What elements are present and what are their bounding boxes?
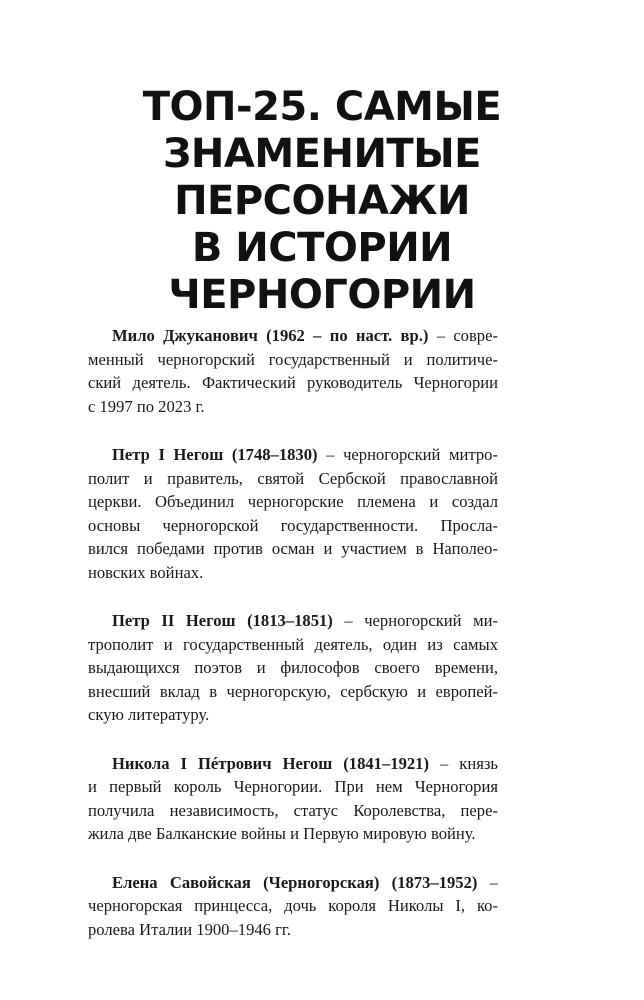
person-name: Елена Савойская (Черногорская) (1873–1952)	[112, 872, 478, 892]
page-title-line: ТОП-25. САМЫЕ	[142, 84, 502, 130]
entry-text: – черногорский митро-	[317, 445, 498, 464]
page-title	[72, 84, 572, 319]
biography-entry-petar-ii	[88, 609, 498, 727]
page-title-line: ЗНАМЕНИТЫЕ	[163, 131, 481, 177]
biography-entry-petar-i	[88, 443, 498, 584]
text-line: полит и правитель, святой Сербской православной	[88, 468, 498, 488]
text-line: жила две Балканские войны и Первую мировую войну.	[88, 824, 476, 843]
text-line: и первый король Черногории. При нем Черногория	[88, 777, 498, 796]
person-name: Никола I Пéтрович Негош (1841–1921)	[112, 753, 429, 773]
person-name: Петр II Негош (1813–1851)	[112, 611, 333, 630]
entry-text: – князь	[429, 753, 498, 773]
entry-text: – совре-	[428, 326, 498, 345]
text-line	[88, 609, 498, 633]
text-line: основы черногорской государственности. Просла-	[88, 515, 498, 535]
biography-entry-elena	[88, 871, 498, 942]
page-title-line: ПЕРСОНАЖИ	[174, 178, 470, 224]
text-line: скую литературу.	[88, 705, 210, 724]
text-line: выдающихся поэтов и философов своего времени,	[88, 658, 498, 677]
text-line: внесший вклад в черногорскую, сербскую и европей-	[88, 681, 498, 701]
biography-list	[88, 324, 498, 966]
text-line	[88, 752, 498, 776]
text-line: трополит и государственный деятель, один из самых	[88, 634, 498, 654]
text-line: ский деятель. Фактический руководитель Черногории	[88, 373, 498, 392]
text-line: получила независимость, статус Королевства, пере-	[88, 800, 498, 820]
entry-text: – черногорский ми-	[332, 611, 498, 630]
page-title-line: ЧЕРНОГОРИИ	[168, 272, 476, 318]
text-line: вился победами против осман и участием в Наполео-	[88, 539, 498, 558]
entry-text: –	[477, 872, 498, 892]
text-line	[88, 871, 498, 895]
text-line: новских войнах.	[88, 562, 204, 582]
text-line: ролева Италии 1900–1946 гг.	[88, 919, 291, 939]
biography-entry-nikola-i	[88, 752, 498, 846]
biography-entry-djukanovic	[88, 324, 498, 418]
person-name: Петр I Негош (1748–1830)	[112, 445, 318, 464]
text-line	[88, 324, 498, 348]
person-name: Мило Джуканович (1962 – по наст. вр.)	[112, 326, 429, 345]
text-line	[88, 443, 498, 467]
text-line: менный черногорский государственный и политиче-	[88, 349, 498, 369]
text-line: с 1997 по 2023 г.	[88, 396, 205, 416]
text-line: черногорская принцесса, дочь короля Николы I, ко-	[88, 896, 498, 915]
page-title-line: В ИСТОРИИ	[191, 225, 453, 271]
text-line: церкви. Объединил черногорские племена и создал	[88, 492, 498, 511]
